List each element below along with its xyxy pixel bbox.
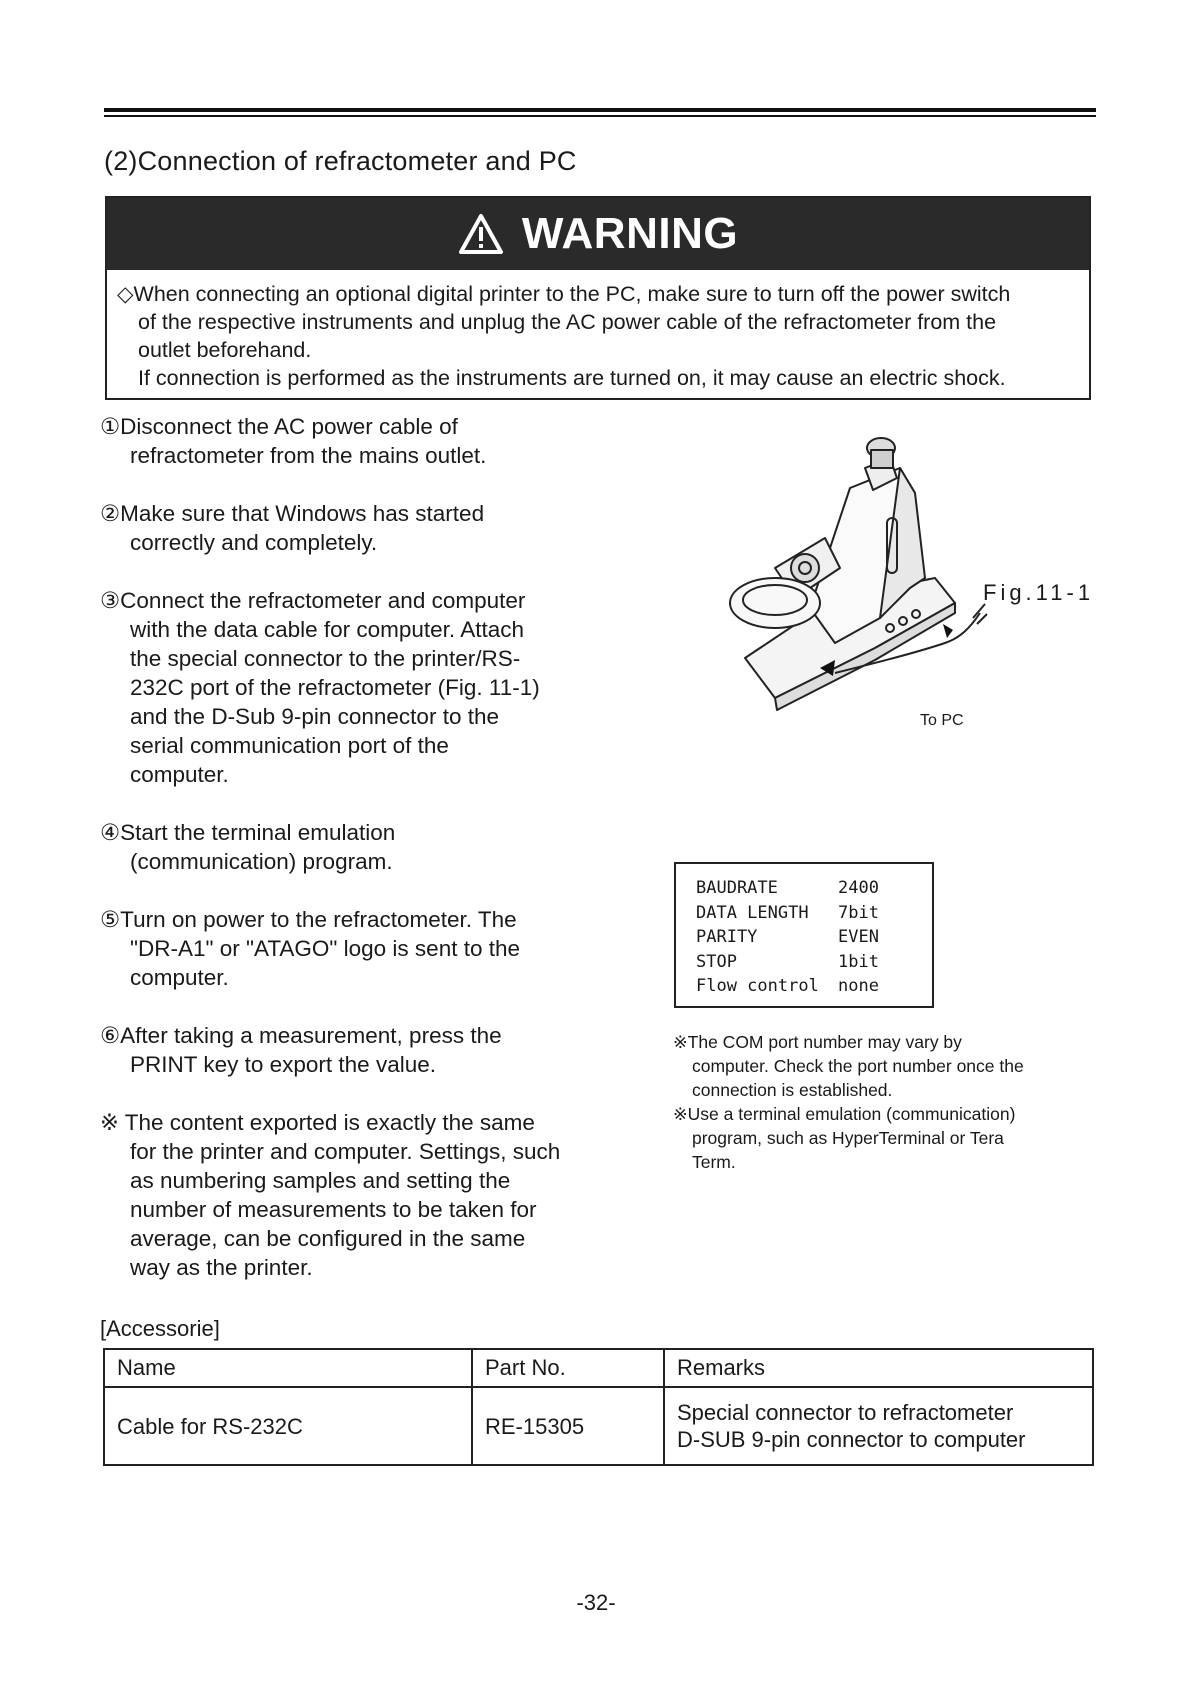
settings-row	[696, 925, 932, 950]
to-pc-label: To PC	[920, 712, 964, 729]
cell-name: Cable for RS-232C	[104, 1387, 472, 1465]
note-text: computer. Check the port number once the	[692, 1056, 1024, 1076]
table-row	[104, 1387, 1093, 1465]
accessories-table	[103, 1348, 1094, 1466]
step-text: correctly and completely.	[130, 530, 378, 555]
step-text: ②Make sure that Windows has started	[100, 501, 485, 526]
remarks-line: Special connector to refractometer	[677, 1400, 1014, 1425]
section-title: (2)Connection of refractometer and PC	[104, 146, 577, 176]
step-text: ⑤Turn on power to the refractometer. The	[100, 907, 517, 932]
setting-value: 7bit	[838, 902, 879, 923]
warning-title: WARNING	[521, 209, 739, 258]
step-text: as numbering samples and setting the	[130, 1168, 511, 1193]
step-text: the special connector to the printer/RS-	[130, 646, 521, 671]
column-header: Name	[104, 1349, 472, 1387]
column-header: Remarks	[664, 1349, 1093, 1387]
step-1	[100, 412, 600, 470]
top-rule-thick	[104, 108, 1096, 112]
setting-key: Flow control	[696, 976, 819, 996]
setting-key: PARITY	[696, 927, 758, 947]
warning-line: outlet beforehand.	[138, 338, 312, 362]
setting-value: 1bit	[838, 951, 879, 972]
step-text: ※ The content exported is exactly the same	[100, 1110, 535, 1135]
table-header-row	[104, 1349, 1093, 1387]
settings-row	[696, 950, 932, 975]
warning-triangle-icon	[458, 213, 504, 255]
note-text: Term.	[692, 1152, 736, 1172]
settings-row	[696, 901, 932, 926]
settings-row	[696, 974, 932, 999]
setting-key: STOP	[696, 951, 737, 972]
warning-line: ◇When connecting an optional digital printer to the PC, make sure to turn off the power switch	[117, 282, 1011, 306]
remarks-line: D-SUB 9-pin connector to computer	[677, 1427, 1026, 1452]
serial-settings-box	[674, 862, 934, 1008]
warning-header	[107, 198, 1089, 270]
step-text: refractometer from the mains outlet.	[130, 443, 487, 468]
step-text: number of measurements to be taken for	[130, 1197, 537, 1222]
step-text: "DR-A1" or "ATAGO" logo is sent to the	[130, 936, 521, 961]
step-text: PRINT key to export the value.	[130, 1052, 436, 1077]
step-text: computer.	[130, 965, 229, 990]
setting-key: DATA LENGTH	[696, 902, 809, 923]
setting-value: 2400	[838, 878, 879, 898]
step-text: ⑥After taking a measurement, press the	[100, 1023, 502, 1048]
step-text: 232C port of the refractometer (Fig. 11-1)	[130, 675, 540, 700]
warning-box	[105, 196, 1091, 400]
step-5	[100, 905, 600, 992]
refractometer-illustration	[715, 428, 995, 728]
setting-value: EVEN	[838, 927, 879, 947]
procedure-steps	[100, 412, 600, 1311]
note-text: ※The COM port number may vary by	[673, 1032, 962, 1052]
setting-key: BAUDRATE	[696, 878, 778, 898]
step-text: for the printer and computer. Settings, such	[130, 1139, 561, 1164]
step-text: computer.	[130, 762, 229, 787]
step-6	[100, 1021, 600, 1079]
step-text: (communication) program.	[130, 849, 393, 874]
step-3	[100, 586, 600, 789]
accessories-label: [Accessorie]	[100, 1316, 220, 1341]
step-text: way as the printer.	[130, 1255, 313, 1280]
note-text: connection is established.	[692, 1080, 893, 1100]
note-text: ※Use a terminal emulation (communication)	[673, 1104, 1016, 1124]
top-rule-thin	[104, 115, 1096, 117]
notes	[673, 1030, 1093, 1174]
step-text: ④Start the terminal emulation	[100, 820, 396, 845]
step-text: ③Connect the refractometer and computer	[100, 588, 526, 613]
note-text: program, such as HyperTerminal or Tera	[692, 1128, 1004, 1148]
cell-part-no: RE-15305	[472, 1387, 664, 1465]
step-2	[100, 499, 600, 557]
step-note	[100, 1108, 600, 1282]
step-text: ①Disconnect the AC power cable of	[100, 414, 458, 439]
step-text: with the data cable for computer. Attach	[130, 617, 524, 642]
warning-line: If connection is performed as the instruments are turned on, it may cause an electric shock.	[138, 366, 1006, 390]
step-text: average, can be configured in the same	[130, 1226, 526, 1251]
setting-value: none	[838, 976, 879, 996]
step-text: and the D-Sub 9-pin connector to the	[130, 704, 499, 729]
step-text: serial communication port of the	[130, 733, 449, 758]
figure-label: Fig.11-1	[983, 580, 1095, 605]
warning-text	[107, 270, 1089, 392]
page-number: -32-	[576, 1590, 616, 1615]
column-header: Part No.	[472, 1349, 664, 1387]
step-4	[100, 818, 600, 876]
warning-line: of the respective instruments and unplug the AC power cable of the refractometer from the	[138, 310, 997, 334]
cell-remarks	[664, 1387, 1093, 1465]
settings-row	[696, 876, 932, 901]
